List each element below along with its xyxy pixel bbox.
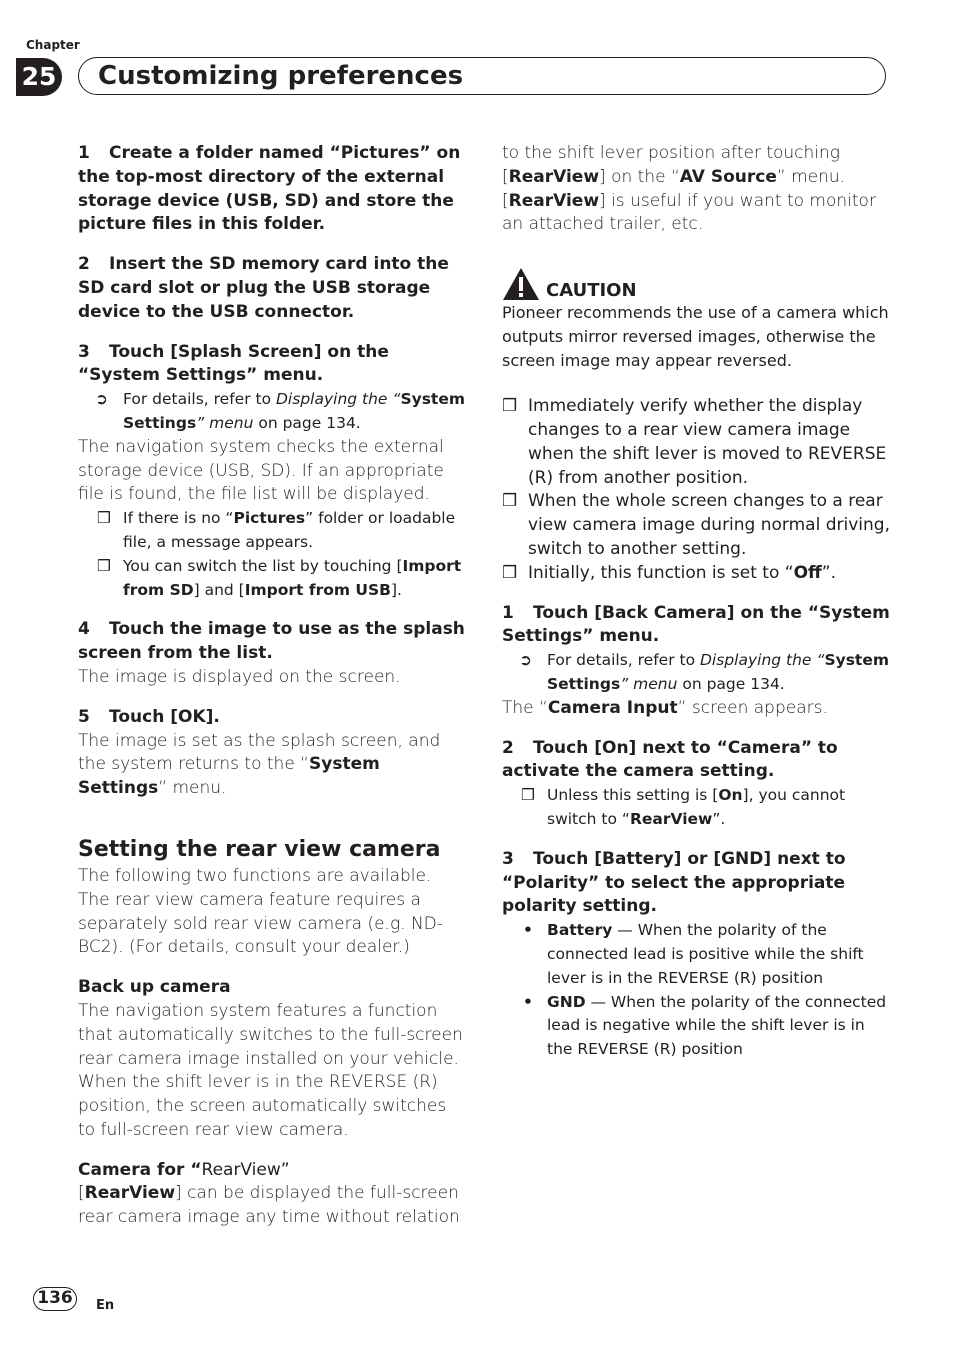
caution-heading: CAUTION	[502, 267, 892, 301]
bullet-1: ❒ Immediately verify whether the display changes to a rear view camera image when the shift lever is moved to REVERSE (R) from another position.	[502, 396, 887, 488]
step-3: 3 Touch [Splash Screen] on the “System Settings” menu.	[78, 341, 389, 386]
backup-camera-body: The navigation system features a function that automatically switches to the full-screen rear camera image installed on your vehicle. When the shift lever is in the REVERSE (R) position, the screen automatically switches to full-screen rear view camera.	[78, 1000, 463, 1140]
arrow-icon: ➲	[95, 390, 108, 409]
step-3-body: The navigation system checks the external storage device (USB, SD). If an appropriate file is found, the file list will be displayed.	[78, 436, 444, 505]
checkbox-icon: ❒	[521, 786, 535, 805]
bullet-dot-icon: •	[523, 921, 533, 940]
step-4-body: The image is displayed on the screen.	[78, 666, 401, 687]
page-number: 136	[33, 1287, 77, 1311]
caution-body: Pioneer recommends the use of a camera which outputs mirror reversed images, otherwise the screen image may appear reversed.	[502, 303, 889, 371]
right-step-2: 2 Touch [On] next to “Camera” to activate the camera setting.	[502, 737, 838, 782]
warning-icon	[502, 267, 540, 301]
step-1: 1 Create a folder named “Pictures” on the top-most directory of the external storage device (USB, SD) and store the picture files in this folder.	[78, 143, 461, 235]
checkbox-icon: ❒	[502, 491, 518, 512]
bullet-dot-icon: •	[523, 992, 533, 1011]
checkbox-icon: ❒	[502, 396, 518, 417]
step-4: 4 Touch the image to use as the splash screen from the list.	[78, 619, 465, 664]
camera-for-continued: to the shift lever position after touching [RearView] on the “AV Source” menu. [RearView] is useful if you want to monitor an attached trailer, etc.	[502, 143, 876, 235]
checkbox-icon: ❒	[502, 562, 518, 583]
step-3-note: ➲ For details, refer to Displaying the “System Settings” menu on page 134.	[95, 390, 466, 432]
right-column	[502, 142, 892, 1062]
checkbox-icon: ❒	[97, 509, 111, 528]
bullet-2: ❒ When the whole screen changes to a rear view camera image during normal driving, switch to another setting.	[502, 491, 890, 559]
language-label: En	[96, 1298, 115, 1313]
right-step-2-subnote: ❒ Unless this setting is [On], you cannot switch to “RearView”.	[521, 786, 846, 828]
camera-for-title: Camera for “RearView”	[78, 1159, 290, 1180]
section-title: Setting the rear view camera	[78, 836, 441, 862]
right-step-1: 1 Touch [Back Camera] on the “System Settings” menu.	[502, 602, 890, 647]
backup-camera-title: Back up camera	[78, 977, 231, 998]
arrow-icon: ➲	[519, 651, 532, 670]
step-2: 2 Insert the SD memory card into the SD card slot or plug the USB storage device to the USB connector.	[78, 254, 449, 322]
step-5: 5 Touch [OK].	[78, 706, 220, 727]
right-step-3-option-gnd: • GND — When the polarity of the connected lead is negative while the shift lever is in the REVERSE (R) position	[523, 992, 887, 1059]
bullet-3: ❒ Initially, this function is set to “Off”.	[502, 562, 892, 586]
step-3-subnote-2: ❒ You can switch the list by touching [Import from SD] and [Import from USB].	[97, 556, 462, 599]
right-step-1-body: The “Camera Input” screen appears.	[502, 697, 828, 718]
step-5-body: The image is set as the splash screen, and the system returns to the “System Settings” menu.	[78, 730, 441, 799]
checkbox-icon: ❒	[97, 556, 111, 575]
chapter-number: 25	[16, 58, 62, 96]
right-step-3: 3 Touch [Battery] or [GND] next to “Polarity” to select the appropriate polarity setting.	[502, 848, 846, 917]
chapter-label: Chapter	[26, 38, 80, 52]
right-step-3-option-battery: • Battery — When the polarity of the connected lead is positive while the shift lever is in the REVERSE (R) position	[523, 921, 864, 987]
left-column	[78, 142, 466, 1230]
page-title: Customizing preferences	[78, 57, 886, 95]
section-body: The following two functions are available. The rear view camera feature requires a separately sold rear view camera (e.g. ND-BC2). (For details, consult your dealer.)	[78, 865, 443, 958]
right-step-1-note: ➲ For details, refer to Displaying the “System Settings” menu on page 134.	[519, 651, 890, 693]
camera-for-body: [RearView] can be displayed the full-screen rear camera image any time without relation	[78, 1183, 460, 1228]
step-3-subnote-1: ❒ If there is no “Pictures” folder or loadable file, a message appears.	[97, 509, 456, 551]
